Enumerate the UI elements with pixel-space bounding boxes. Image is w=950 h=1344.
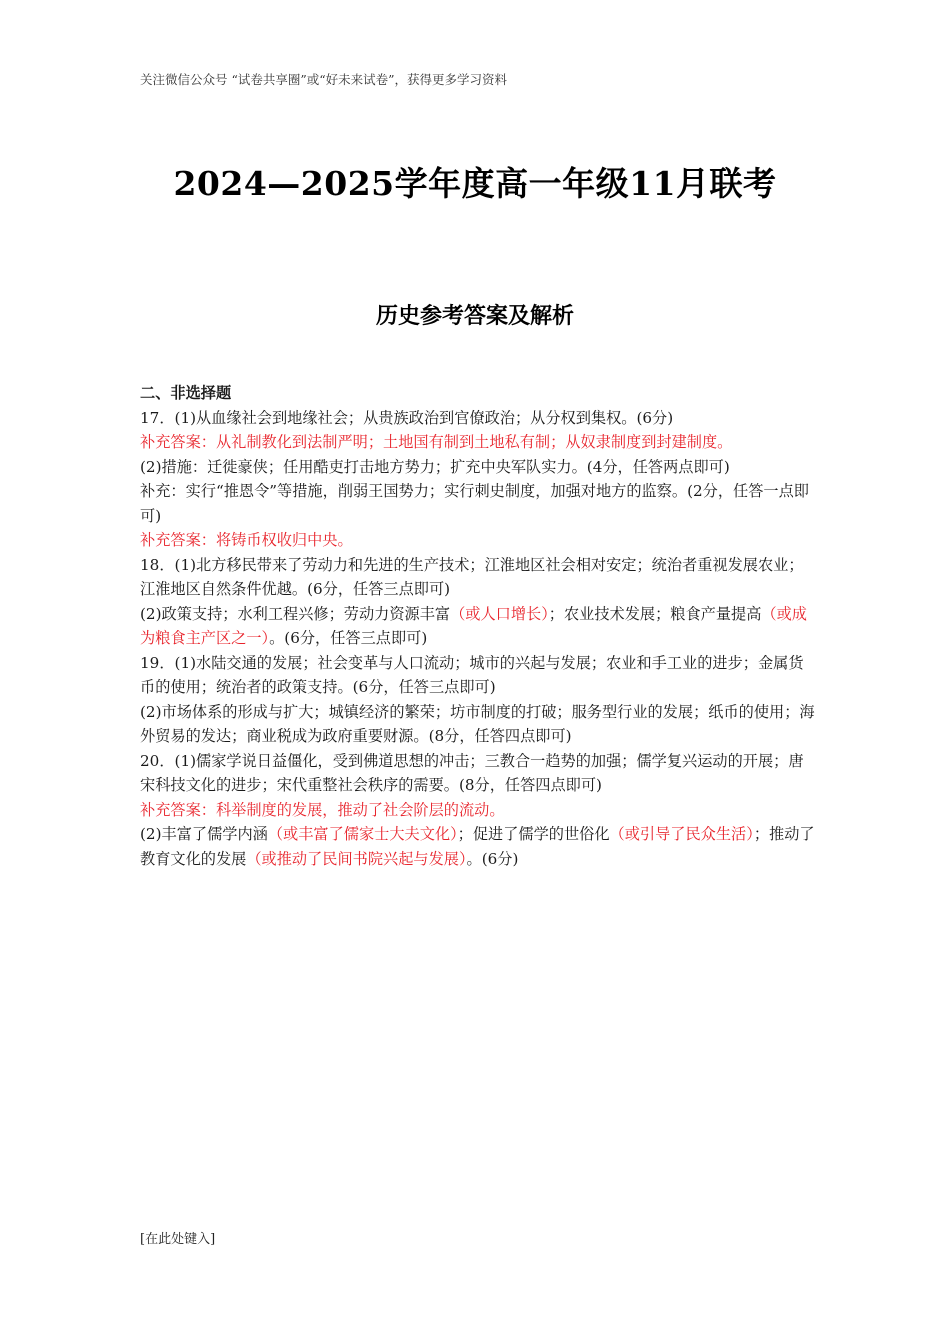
- answer-19-2: (2)市场体系的形成与扩大；城镇经济的繁荣；坊市制度的打破；服务型行业的发展；纸币的使用；海外贸易的发达；商业税成为政府重要财源。(8分，任答四点即可): [140, 702, 815, 745]
- answer-20-2-part: ；推动了教育文化的发展: [140, 825, 815, 868]
- answer-20-2-alt: （或推动了民间书院兴起与发展）: [246, 849, 467, 868]
- section-heading: 二、非选择题: [140, 384, 232, 402]
- answer-20-2-alt: （或引导了民众生活）: [609, 825, 754, 843]
- answer-content: [140, 381, 816, 871]
- supplement-20-1: 补充答案：科举制度的发展，推动了社会阶层的流动。: [140, 800, 505, 819]
- answer-18-2-part: (2)政策支持；水利工程兴修；劳动力资源丰富: [140, 604, 451, 623]
- answer-18-2-alt: （或人口增长）: [450, 604, 549, 623]
- supplement-17-2-note: 补充：实行“推恩令”等措施，削弱王国势力；实行刺史制度，加强对地方的监察。(2分，任答一点即可): [140, 482, 809, 525]
- answer-20-2-part: ；促进了儒学的世俗化: [457, 825, 610, 843]
- answer-17-2: (2)措施：迁徙豪侠；任用酷吏打击地方势力；扩充中央军队实力。(4分，任答两点即可): [140, 457, 730, 476]
- answer-20-2-part: 。(6分): [466, 849, 519, 868]
- page-subtitle: 历史参考答案及解析: [375, 303, 574, 329]
- answer-18-2-alt: （或成为粮食主产区之一）: [140, 604, 807, 647]
- answer-20-2: [140, 822, 816, 871]
- answer-17-1: 17．(1)从血缘社会到地缘社会；从贵族政治到官僚政治；从分权到集权。(6分): [140, 408, 674, 427]
- answer-20-1: 20．(1)儒家学说日益僵化，受到佛道思想的冲击；三教合一趋势的加强；儒学复兴运动的开展；唐宋科技文化的进步；宋代重整社会秩序的需要。(8分，任答四点即可): [140, 751, 804, 794]
- supplement-17-2: 补充答案：将铸币权收归中央。: [140, 531, 353, 549]
- answer-20-2-part: (2)丰富了儒学内涵: [140, 825, 268, 843]
- answer-18-2-part: ；农业技术发展；粮食产量提高: [548, 604, 762, 623]
- header-note: 关注微信公众号 “试卷共享圈”或“好未来试卷”，获得更多学习资料: [140, 72, 508, 87]
- answer-18-1: 18．(1)北方移民带来了劳动力和先进的生产技术；江淮地区社会相对安定；统治者重视发展农业；江淮地区自然条件优越。(6分，任答三点即可): [140, 555, 804, 598]
- footer-placeholder[interactable]: [在此处键入]: [140, 1232, 216, 1247]
- supplement-17-1: 补充答案：从礼制教化到法制严明；土地国有制到土地私有制；从奴隶制度到封建制度。: [140, 433, 733, 451]
- page-title: 2024—2025学年度高一年级11月联考: [173, 164, 777, 203]
- answer-20-2-alt: （或丰富了儒家士大夫文化）: [267, 825, 458, 843]
- answer-18-2: [140, 602, 816, 651]
- answer-19-1: 19．(1)水陆交通的发展；社会变革与人口流动；城市的兴起与发展；农业和手工业的进步；金属货币的使用；统治者的政策支持。(6分，任答三点即可): [140, 653, 804, 696]
- answer-18-2-part: 。(6分，任答三点即可): [269, 629, 428, 647]
